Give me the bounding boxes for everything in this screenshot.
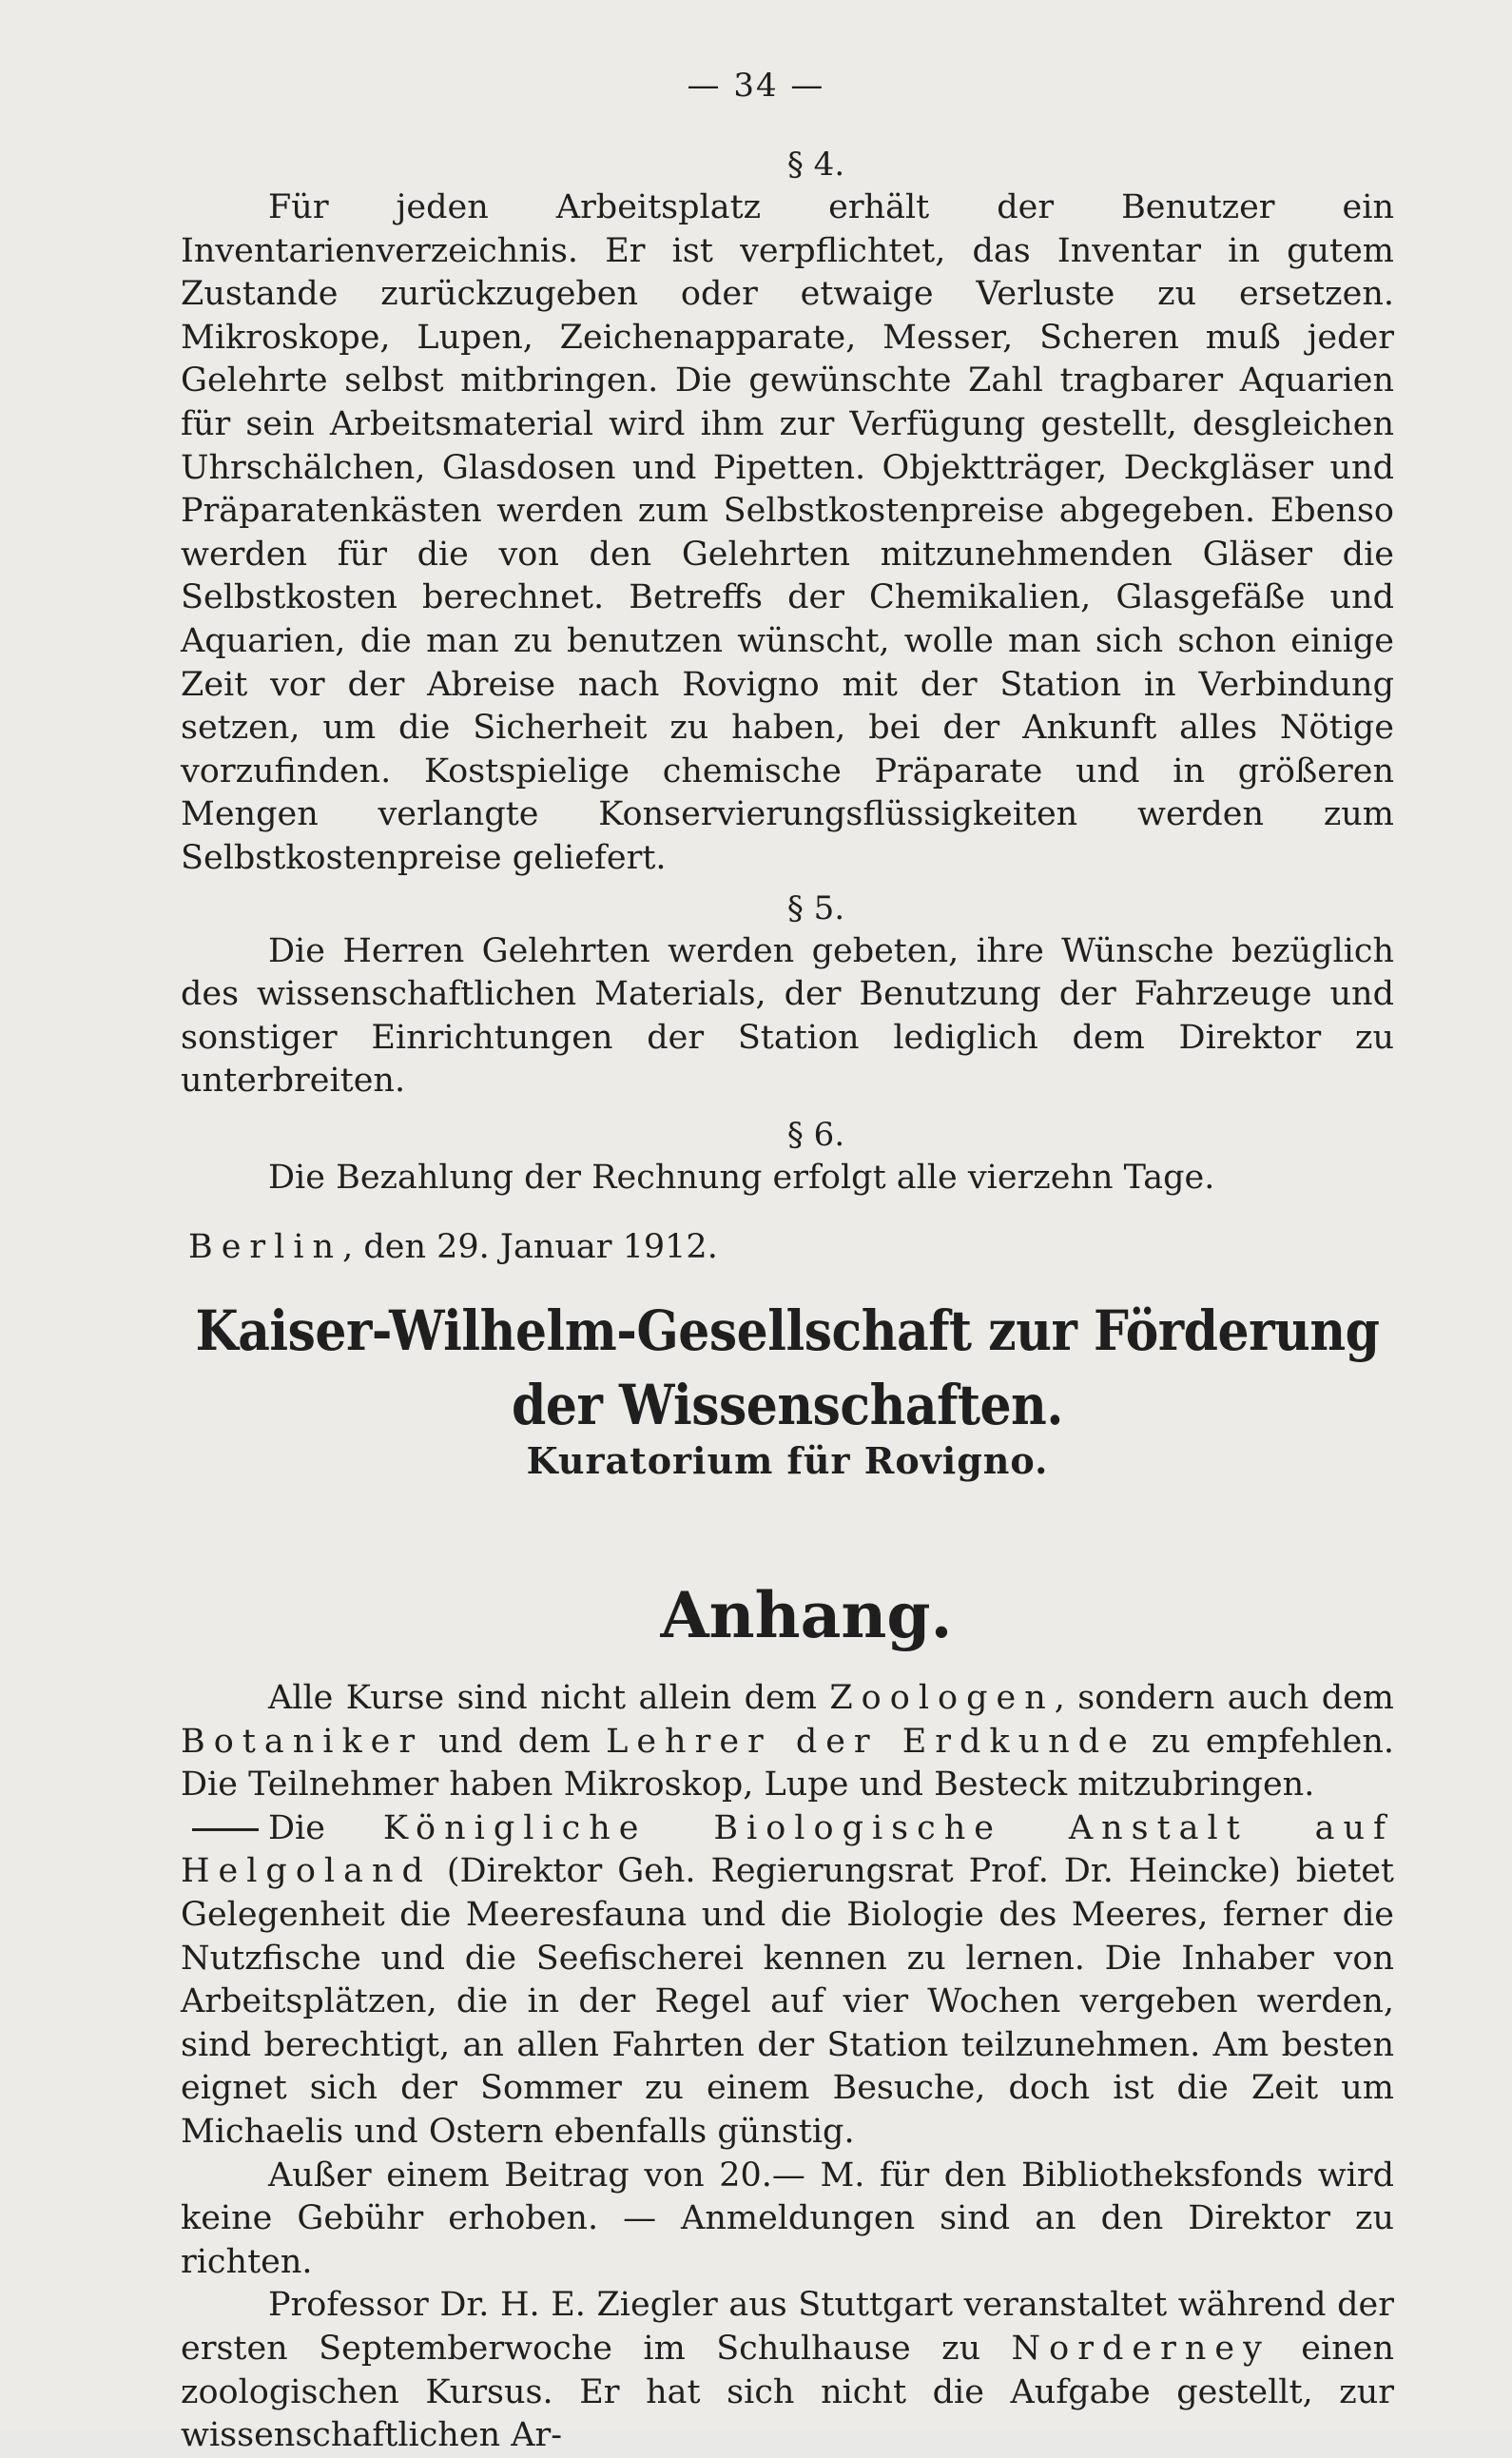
appendix-heading: Anhang. bbox=[660, 1578, 953, 1653]
appendix-p4-text-b: einen zoologischen Kursus. Er hat sich nicht die Aufgabe gestellt, zur wissenschaftlichen Ar- bbox=[181, 2329, 1394, 2455]
appendix-p2-text-b: (Direktor Geh. Regierungsrat Prof. Dr. Heincke) bietet Gelegenheit die Meeresfauna und die Biologie des Meeres, ferner die Nutzfische und die Seefischerei kennen zu lernen. Die Inhaber von Arbeitsplätzen, die in der Regel auf vier Wochen vergeben werden, sind berechtigt, an allen Fahrten der Station teilzunehmen. Am besten eignet sich der Sommer zu einem Besuche, doch ist die Zeit um Michaelis und Ostern ebenfalls günstig. bbox=[181, 1852, 1394, 2151]
appendix-p4-text-a: Professor Dr. H. E. Ziegler aus Stuttgart veranstaltet während der ersten Septemberwoche im Schulhause zu bbox=[181, 2286, 1394, 2368]
appendix-p2-anstalt: Königliche Biologische Anstalt auf Helgoland bbox=[181, 1808, 1394, 1891]
appendix-paragraph-3: Außer einem Beitrag von 20.— M. für den Bibliotheksfonds wird keine Gebühr erhoben. — Anmeldungen sind an den Direktor zu richten. bbox=[181, 2156, 1394, 2281]
dateline-city: Berlin bbox=[188, 1228, 343, 1267]
dateline bbox=[181, 1226, 1394, 1270]
body-text bbox=[181, 143, 1394, 2458]
dateline-date: , den 29. Januar 1912. bbox=[342, 1228, 718, 1267]
signature-organization: Kaiser-Wilhelm-Gesellschaft zur Förderung der Wissenschaften. bbox=[195, 1298, 1380, 1438]
appendix-paragraph-2 bbox=[181, 1807, 1394, 2155]
section-4-paragraph: Für jeden Arbeitsplatz erhält der Benutzer ein Inventarienverzeichnis. Er ist verpflichtet, das Inventar in gutem Zustande zurückzugeben oder etwaige Verluste zu ersetzen. Mikroskope, Lupen, Zeichenapparate, Messer, Scheren muß jeder Gelehrte selbst mitbringen. Die gewünschte Zahl tragbarer Aquarien für sein Arbeitsmaterial wird ihm zur Verfügung gestellt, desgleichen Uhrschälchen, Glasdosen und Pipetten. Objektträger, Deckgläser und Präparatenkästen werden zum Selbstkostenpreise abgegeben. Ebenso werden für die von den Gelehrten mitzunehmenden Gläser die Selbstkosten berechnet. Betreffs der Chemikalien, Glasgefäße und Aquarien, die man zu benutzen wünscht, wolle man sich schon einige Zeit vor der Abreise nach Rovigno mit der Station in Verbindung setzen, um die Sicherheit zu haben, bei der Ankunft alles Nötige vorzufinden. Kostspielige chemische Präparate und in größeren Mengen verlangte Konservierungsflüssigkeiten werden zum Selbstkostenpreise geliefert. bbox=[181, 188, 1394, 877]
section-6-paragraph: Die Bezahlung der Rechnung erfolgt alle vierzehn Tage. bbox=[268, 1158, 1215, 1197]
page-number: — 34 — bbox=[687, 67, 825, 105]
signature-board: Kuratorium für Rovigno. bbox=[526, 1439, 1049, 1483]
appendix-p1-text-d: zu empfehlen. Die Teilnehmer haben Mikroskop, Lupe und Besteck mitzubringen. bbox=[181, 1722, 1395, 1804]
appendix-p1-zoologen: Zoologen bbox=[829, 1679, 1055, 1718]
appendix-paragraph-4 bbox=[181, 2284, 1394, 2457]
section-5-heading: § 5. bbox=[786, 888, 845, 927]
appendix-p1-text-a: Alle Kurse sind nicht allein dem bbox=[268, 1679, 830, 1718]
appendix-p1-text-b: , sondern auch dem bbox=[1054, 1679, 1394, 1718]
section-5-paragraph: Die Herren Gelehrten werden gebeten, ihre Wünsche bezüglich des wissenschaftlichen Materials, der Benutzung der Fahrzeuge und sonstiger Einrichtungen der Station lediglich dem Direktor zu unterbreiten. bbox=[181, 931, 1394, 1101]
appendix-p1-lehrer: Lehrer der Erdkunde bbox=[606, 1722, 1136, 1761]
appendix-p1-text-c: und dem bbox=[423, 1722, 607, 1761]
appendix-p1-botaniker: Botaniker bbox=[181, 1722, 424, 1761]
separator-dash bbox=[192, 1828, 259, 1831]
appendix-p2-text-a: Die bbox=[268, 1808, 383, 1847]
appendix-p4-norderney: Norderney bbox=[1011, 2329, 1270, 2368]
section-4-heading: § 4. bbox=[786, 146, 845, 184]
appendix-paragraph-1 bbox=[181, 1677, 1394, 1807]
section-6-heading: § 6. bbox=[786, 1115, 845, 1154]
